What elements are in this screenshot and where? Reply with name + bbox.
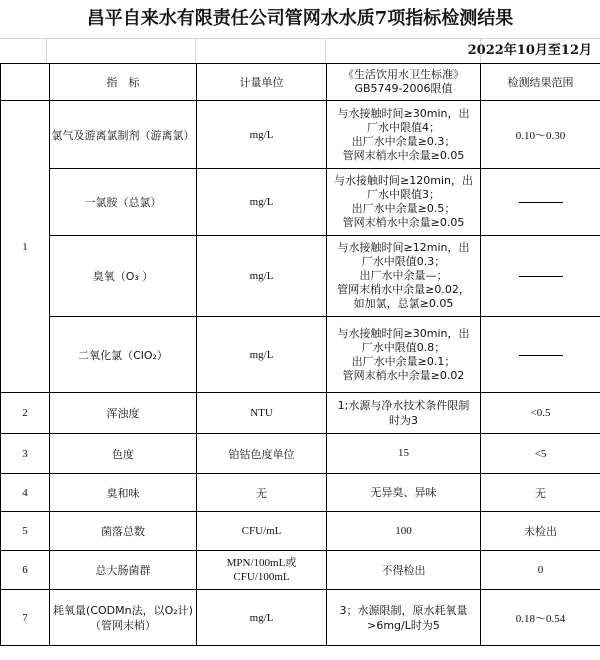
row-number: 3 — [1, 434, 50, 474]
indicator-cell: 二氧化氯（ClO₂） — [50, 317, 197, 393]
unit-cell: 铂钴色度单位 — [197, 434, 327, 474]
standard-cell — [327, 169, 481, 236]
unit-line: MPN/100mL或 — [226, 557, 297, 569]
table-row — [1, 236, 600, 317]
result-cell: <5 — [481, 434, 600, 474]
unit-line: CFU/100mL — [233, 571, 290, 583]
table-row — [1, 590, 600, 646]
standard-line: 与水接触时间≥120min，出 — [334, 174, 473, 187]
standard-line: 1;水源与净水技术条件限制 — [337, 399, 470, 412]
standard-cell: 无异臭、异味 — [327, 474, 481, 512]
standard-line: 与水接触时间≥30min，出 — [337, 106, 470, 120]
standard-line: 管网末梢水中余量≥0.02 — [342, 368, 465, 382]
dash-mark — [519, 202, 563, 203]
grid-line — [46, 38, 47, 63]
standard-line: 厂水中限值3； — [367, 188, 440, 201]
row-number: 6 — [1, 551, 50, 590]
header-result: 检测结果范围 — [481, 64, 600, 101]
standard-cell: 不得检出 — [327, 551, 481, 590]
standard-line: 与水接触时间≥12min，出 — [337, 241, 470, 254]
page-title: 昌平自来水有限责任公司管网水水质7项指标检测结果 — [86, 8, 514, 29]
result-cell: 0.10～0.30 — [481, 101, 600, 169]
indicator-cell: 菌落总数 — [50, 512, 197, 551]
standard-line: 管网末梢水中余量≥0.05 — [342, 216, 465, 229]
date-range: 2022年10月至12月 — [467, 43, 592, 58]
indicator-cell: 氯气及游离氯制剂（游离氯） — [50, 101, 197, 169]
row-number: 1 — [1, 101, 50, 393]
result-cell: 无 — [481, 474, 600, 512]
unit-cell: mg/L — [197, 317, 327, 393]
indicator-cell: 总大肠菌群 — [50, 551, 197, 590]
table-header-row — [1, 64, 600, 101]
indicator-cell: 臭氧（O₃ ） — [50, 236, 197, 317]
unit-cell: NTU — [197, 393, 327, 434]
header-indicator: 指 标 — [50, 64, 197, 101]
standard-line: 出厂水中余量≥0.3； — [351, 134, 456, 148]
unit-cell: 无 — [197, 474, 327, 512]
standard-line: 出厂水中余量—； — [359, 269, 448, 282]
table-row — [1, 551, 600, 590]
unit-cell: mg/L — [197, 101, 327, 169]
unit-cell: mg/L — [197, 169, 327, 236]
unit-cell: CFU/mL — [197, 512, 327, 551]
row-number: 7 — [1, 590, 50, 646]
indicator-cell: 一氯胺（总氯） — [50, 169, 197, 236]
standard-cell — [327, 393, 481, 434]
unit-cell: mg/L — [197, 236, 327, 317]
dash-mark — [519, 355, 563, 356]
standard-line: >6mg/L时为5 — [367, 618, 440, 632]
header-standard — [327, 64, 481, 101]
row-number: 5 — [1, 512, 50, 551]
table-row — [1, 169, 600, 236]
grid-line — [195, 38, 196, 63]
row-number: 4 — [1, 474, 50, 512]
table-row — [1, 474, 600, 512]
standard-line: 厂水中限值0.3； — [361, 255, 446, 268]
dash-mark — [519, 276, 563, 277]
standard-line: 如加氯，总氯≥0.05 — [353, 297, 454, 310]
standard-cell: 15 — [327, 434, 481, 474]
table-row — [1, 434, 600, 474]
water-quality-table — [0, 63, 600, 646]
result-cell — [481, 236, 600, 317]
table-row — [1, 317, 600, 393]
standard-cell — [327, 317, 481, 393]
standard-cell — [327, 101, 481, 169]
table-row — [1, 101, 600, 169]
indicator-line: （管网末梢） — [90, 618, 156, 632]
header-unit: 计量单位 — [197, 64, 327, 101]
indicator-line: 耗氧量(CODMn法，以O₂计) — [53, 603, 193, 617]
standard-cell: 100 — [327, 512, 481, 551]
result-cell: 未检出 — [481, 512, 600, 551]
standard-line: 厂水中限值0.8； — [361, 340, 446, 354]
standard-line: 管网末梢水中余量≥0.02， — [337, 283, 470, 296]
result-cell — [481, 169, 600, 236]
standard-line: 厂水中限值4； — [367, 120, 440, 134]
row-number: 2 — [1, 393, 50, 434]
header-standard-line1: 《生活饮用水卫生标准》 — [343, 68, 464, 81]
unit-cell: mg/L — [197, 590, 327, 646]
result-cell: 0.18～0.54 — [481, 590, 600, 646]
grid-line — [325, 38, 326, 63]
indicator-cell: 臭和味 — [50, 474, 197, 512]
standard-line: 时为3 — [389, 414, 418, 427]
indicator-cell — [50, 590, 197, 646]
standard-line: 3；水源限制，原水耗氧量 — [339, 603, 468, 617]
standard-line: 管网末梢水中余量≥0.05 — [342, 148, 465, 162]
grid-line — [0, 38, 600, 39]
standard-line: 与水接触时间≥30min，出 — [337, 326, 470, 340]
indicator-cell: 色度 — [50, 434, 197, 474]
standard-line: 出厂水中余量≥0.1； — [351, 354, 456, 368]
standard-cell — [327, 236, 481, 317]
result-cell — [481, 317, 600, 393]
table-row — [1, 393, 600, 434]
header-standard-line2: GB5749-2006限值 — [354, 82, 453, 95]
result-cell: <0.5 — [481, 393, 600, 434]
table-row — [1, 512, 600, 551]
indicator-cell: 浑浊度 — [50, 393, 197, 434]
standard-cell — [327, 590, 481, 646]
result-cell: 0 — [481, 551, 600, 590]
unit-cell — [197, 551, 327, 590]
header-number — [1, 64, 50, 101]
standard-line: 出厂水中余量≥0.5； — [351, 202, 456, 215]
